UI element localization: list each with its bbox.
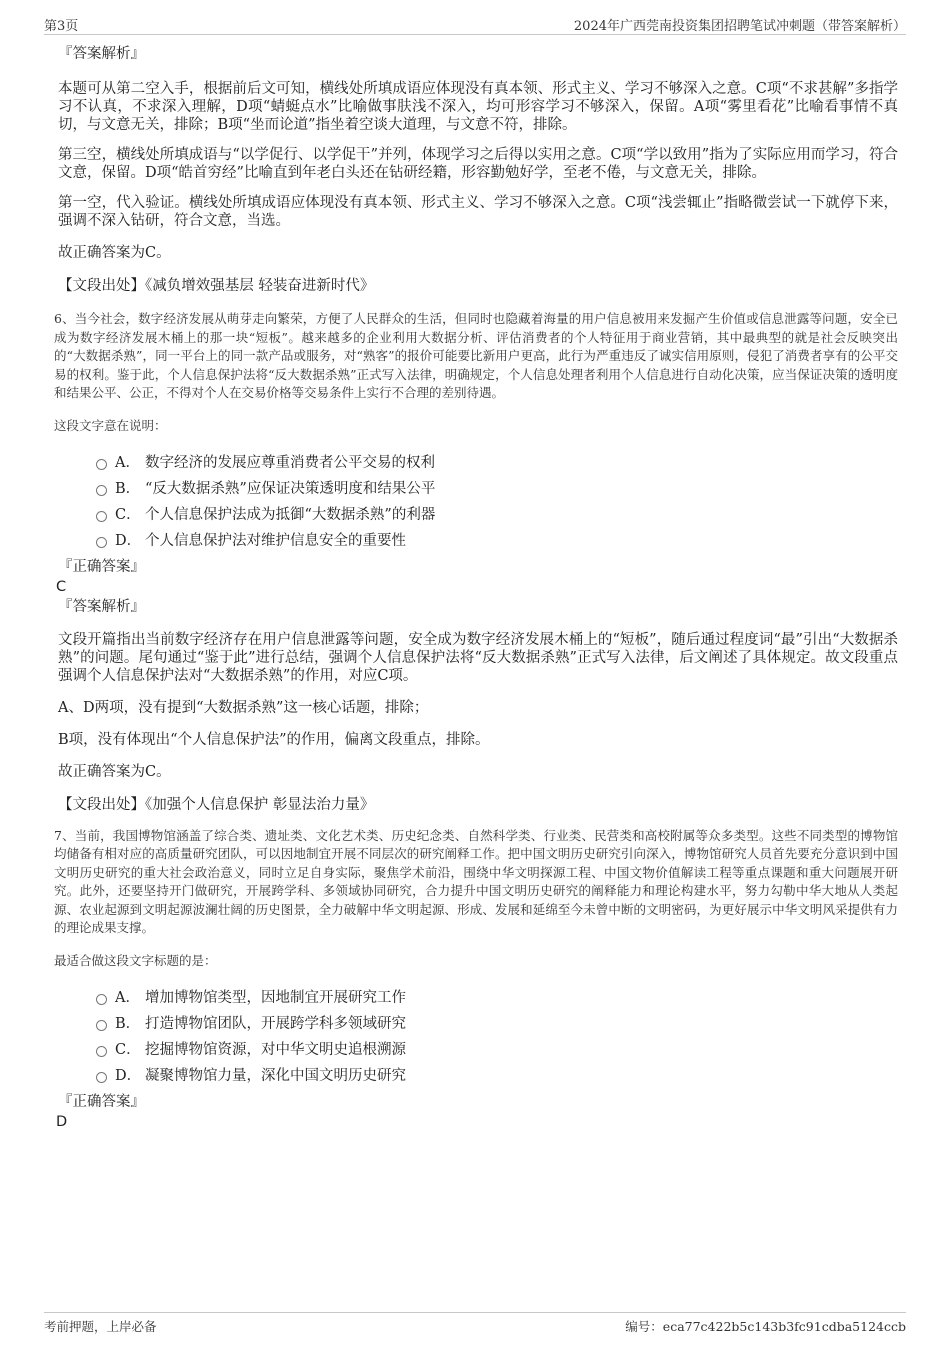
option-text: 个人信息保护法对维护信息安全的重要性 — [145, 533, 406, 549]
option-c[interactable] — [54, 1036, 898, 1062]
radio-button[interactable] — [96, 511, 107, 522]
option-letter: A． — [115, 990, 140, 1006]
option-c[interactable] — [54, 501, 898, 527]
option-letter: B． — [115, 481, 141, 497]
option-d[interactable] — [54, 527, 898, 553]
document-id: 编号：eca77c422b5c143b3fc91cdba5124ccb — [625, 1319, 906, 1334]
conclusion-text: 故正确答案为C。 — [58, 245, 171, 261]
analysis-paragraph: 第一空，代入验证。横线处所填成语应体现没有真本领、形式主义、学习不够深入之意。C项“浅尝辄止”指略微尝试一下就停下来，强调不深入钻研，符合文意，当选。 — [58, 195, 898, 229]
analysis-paragraph: 文段开篇指出当前数字经济存在用户信息泄露等问题，安全成为数字经济发展木桶上的“短板”，随后通过程度词“最”引出“大数据杀熟”的问题。尾句通过“鉴于此”进行总结，强调个人信息保护法将“反大数据杀熟”正式写入法律，后文阐述了具体规定。故文段重点强调个人信息保护法对“大数据杀熟”的作用，对应C项。 — [58, 631, 898, 684]
question-stem: 6、当今社会，数字经济发展从萌芽走向繁荣，方便了人民群众的生活，但同时也隐藏着海量的用户信息被用来发掘产生价值或信息泄露等问题，安全已成为数字经济发展木桶上的那一块“短板”。越来越多的企业利用大数据分析、评估消费者的个人特征用于商业营销，其中最典型的就是社会反映突出的“大数据杀熟”，同一平台上的同一款产品或服务，对“熟客”的报价可能要比新用户更高，此行为严重违反了诚实信用原则，侵犯了消费者享有的公平交易的权利。鉴于此，个人信息保护法将“反大数据杀熟”正式写入法律，明确规定，个人信息处理者利用个人信息进行自动化决策，应当保证决策的透明度和结果公平、公正，不得对个人在交易价格等交易条件上实行不合理的差别待遇。 — [54, 311, 898, 400]
analysis-paragraph: 本题可从第二空入手，根据前后文可知，横线处所填成语应体现没有真本领、形式主义、学习不够深入之意。C项“不求甚解”多指学习不认真，不求深入理解，D项“蜻蜓点水”比喻做事肤浅不深入，均可形容学习不够深入，保留。A项“雾里看花”比喻看事情不真切，与文意无关，排除；B项“坐而论道”指坐着空谈大道理，与文意不符，排除。 — [58, 81, 898, 133]
analysis-heading: 『答案解析』 — [58, 46, 145, 62]
radio-button[interactable] — [96, 994, 107, 1005]
radio-button[interactable] — [96, 459, 107, 470]
page-header — [44, 14, 906, 35]
option-text: 增加博物馆类型，因地制宜开展研究工作 — [145, 990, 406, 1006]
analysis-paragraph: B项，没有体现出“个人信息保护法”的作用，偏离文段重点，排除。 — [58, 731, 490, 748]
option-letter: B． — [115, 1016, 141, 1032]
question-stem: 7、当前，我国博物馆涵盖了综合类、遗址类、文化艺术类、历史纪念类、自然科学类、行业类、民营类和高校附属等众多类型。这些不同类型的博物馆均储备有相对应的高质量研究团队，可以因地制宜开展不同层次的研究阐释工作。把中国文明历史研究引向深入，博物馆研究人员首先要充分意识到中国文明历史研究的重大社会政治意义，同时立足自身实际，聚焦学术前沿，围绕中华文明探源工程、中国文物价值解读工程等重点课题和重大问题展开研究。此外，还要坚持开门做研究，开展跨学科、多领域协同研究，合力提升中国文明历史研究的阐释能力和理论构建水平，努力勾勒中华大地从人类起源、农业起源到文明起源波澜壮阔的历史图景，全力破解中华文明起源、形成、发展和延绵至今未曾中断的文明密码，为更好展示中华文明风采提供有力的理论成果支撑。 — [54, 827, 898, 935]
option-text: 数字经济的发展应尊重消费者公平交易的权利 — [145, 455, 435, 471]
option-a[interactable] — [54, 984, 898, 1010]
correct-answer-value: C — [56, 578, 67, 595]
option-letter: C． — [115, 1042, 141, 1058]
option-text: 个人信息保护法成为抵御“大数据杀熟”的利器 — [145, 507, 436, 523]
question-prompt: 最适合做这段文字标题的是： — [54, 952, 217, 968]
option-d[interactable] — [54, 1062, 898, 1088]
option-b[interactable] — [54, 475, 898, 501]
option-list — [54, 449, 898, 553]
option-letter: D． — [115, 533, 142, 549]
radio-button[interactable] — [96, 1046, 107, 1057]
option-text: 凝聚博物馆力量，深化中国文明历史研究 — [145, 1068, 406, 1084]
analysis-paragraph: 第三空，横线处所填成语与“以学促行、以学促干”并列，体现学习之后得以实用之意。C项“学以致用”指为了实际应用而学习，符合文意，保留。D项“皓首穷经”比喻直到年老白头还在钻研经籍，形容勤勉好学，至老不倦，与文意无关，排除。 — [58, 147, 898, 181]
analysis-heading: 『答案解析』 — [58, 598, 145, 615]
radio-button[interactable] — [96, 1020, 107, 1031]
page-number: 第3页 — [44, 18, 79, 34]
correct-answer-heading: 『正确答案』 — [58, 558, 145, 575]
radio-button[interactable] — [96, 1072, 107, 1083]
option-letter: C． — [115, 507, 141, 523]
source-citation: 【文段出处】《减负增效强基层 轻装奋进新时代》 — [58, 278, 375, 294]
option-list — [54, 984, 898, 1088]
analysis-paragraph: A、D两项，没有提到“大数据杀熟”这一核心话题，排除； — [58, 699, 429, 716]
document-title: 2024年广西莞南投资集团招聘笔试冲刺题（带答案解析） — [573, 18, 906, 34]
conclusion-text: 故正确答案为C。 — [58, 763, 171, 780]
radio-button[interactable] — [96, 537, 107, 548]
radio-button[interactable] — [96, 485, 107, 496]
correct-answer-heading: 『正确答案』 — [58, 1093, 145, 1110]
correct-answer-value: D — [56, 1113, 68, 1130]
option-text: 打造博物馆团队，开展跨学科多领域研究 — [145, 1016, 406, 1032]
question-prompt: 这段文字意在说明： — [54, 417, 167, 433]
option-b[interactable] — [54, 1010, 898, 1036]
page-footer — [44, 1312, 906, 1339]
option-text: 挖掘博物馆资源，对中华文明史追根溯源 — [145, 1042, 406, 1058]
option-a[interactable] — [54, 449, 898, 475]
page-content — [54, 44, 898, 1132]
option-text: “反大数据杀熟”应保证决策透明度和结果公平 — [145, 481, 436, 497]
option-letter: D． — [115, 1068, 142, 1084]
option-letter: A． — [115, 455, 140, 471]
footer-slogan: 考前押题，上岸必备 — [44, 1319, 157, 1334]
source-citation: 【文段出处】《加强个人信息保护 彰显法治力量》 — [58, 796, 375, 813]
